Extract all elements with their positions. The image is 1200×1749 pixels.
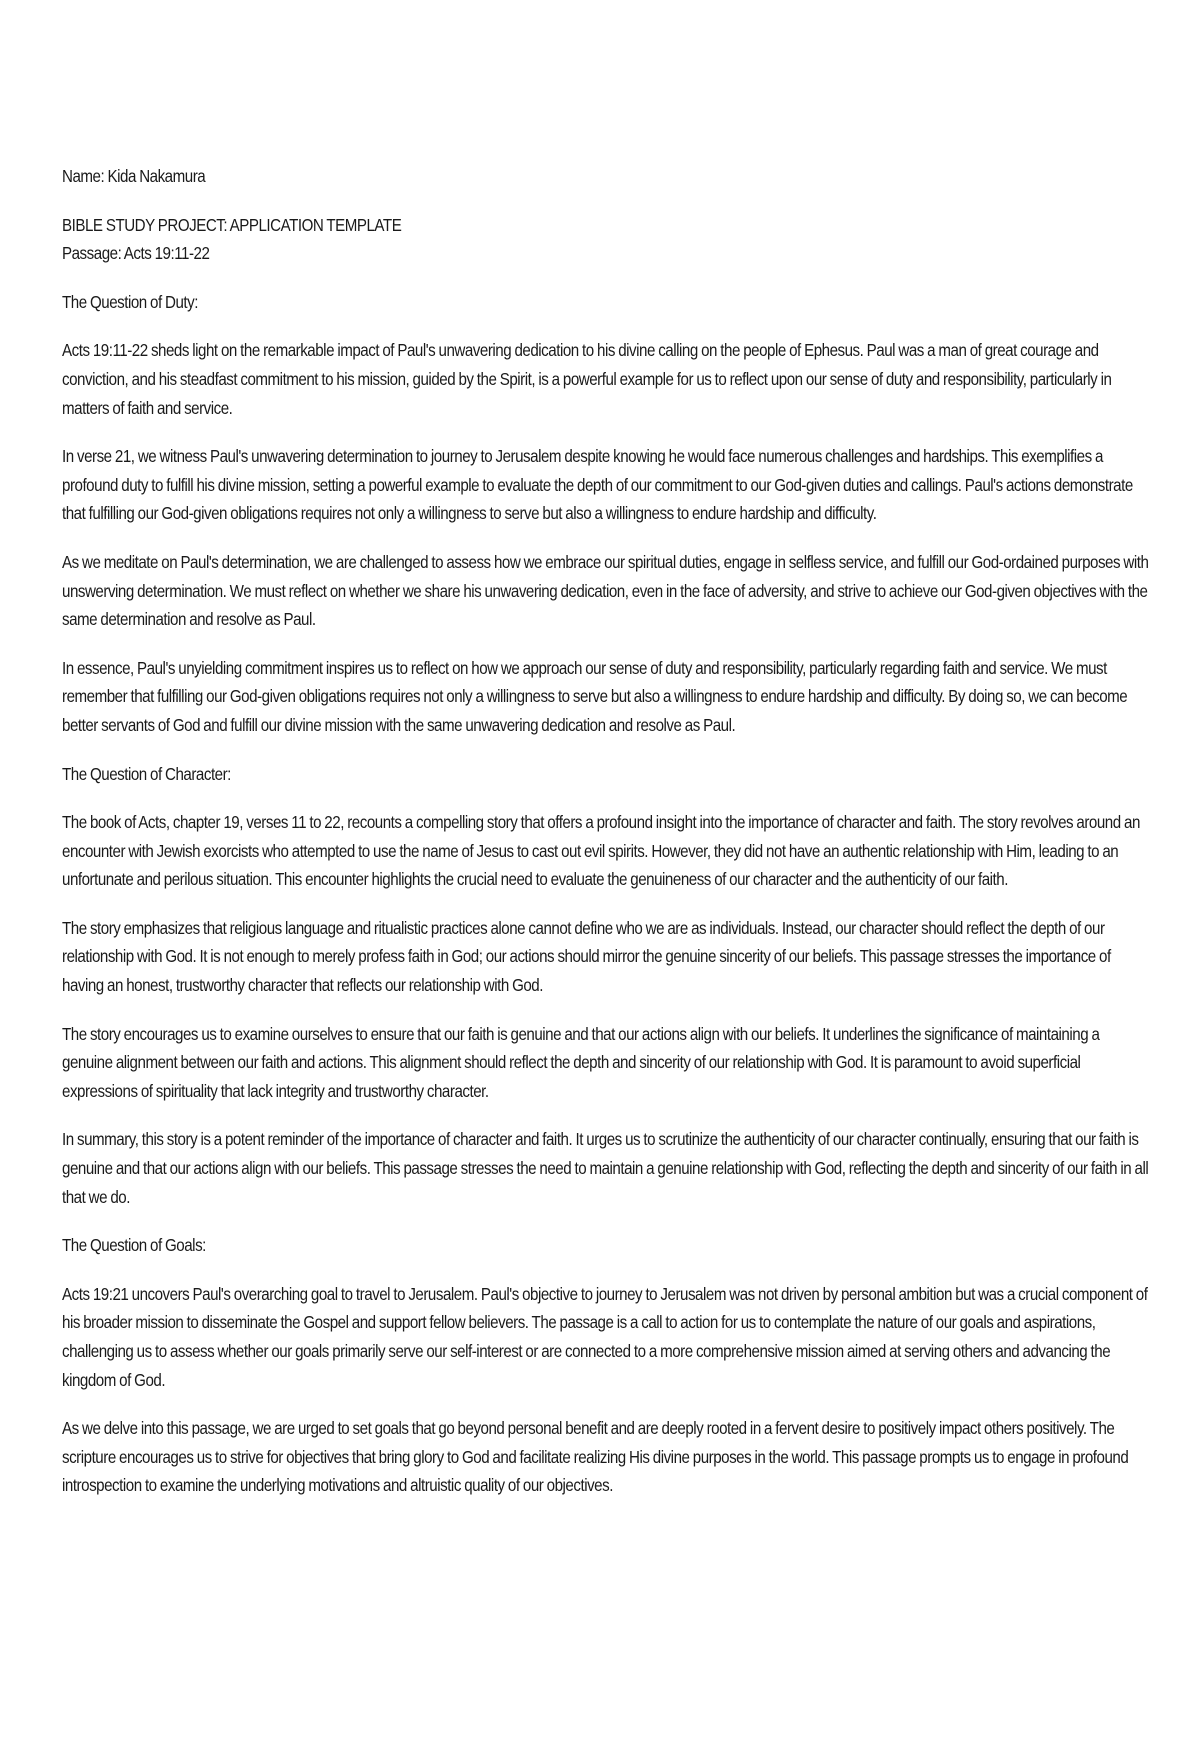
document-page	[62, 162, 1150, 1520]
paragraph: Acts 19:21 uncovers Paul's overarching goal to travel to Jerusalem. Paul's objective to journey to Jerusalem was not driven by personal ambition but was a crucial component of his broader mission to disseminate the Gospel and support fellow believers. The passage is a call to action for us to contemplate the nature of our goals and aspirations, challenging us to assess whether our goals primarily serve our self-interest or are connected to a more comprehensive mission aimed at serving others and advancing the kingdom of God.	[62, 1283, 1148, 1390]
student-name: Name: Kida Nakamura	[62, 166, 206, 186]
section-character	[62, 760, 1150, 1212]
paragraph: As we delve into this passage, we are urged to set goals that go beyond personal benefit and are deeply rooted in a fervent desire to positively impact others positively. The scripture encourages us to strive for objectives that bring glory to God and facilitate realizing His divine purposes in the world. This passage prompts us to engage in profound introspection to examine the underlying motivations and altruistic quality of our objectives.	[62, 1418, 1129, 1496]
passage-reference: Passage: Acts 19:11-22	[62, 243, 210, 264]
section-heading: The Question of Duty:	[62, 291, 198, 312]
section-goals	[62, 1231, 1150, 1500]
paragraph: In summary, this story is a potent reminder of the importance of character and faith. It urges us to scrutinize the authenticity of our character continually, ensuring that our faith is genuine and that our actions align with our beliefs. This passage stresses the need to maintain a genuine relationship with God, reflecting the depth and sincerity of our faith in all that we do.	[62, 1129, 1149, 1207]
paragraph: In verse 21, we witness Paul's unwavering determination to journey to Jerusalem despite knowing he would face numerous challenges and hardships. This exemplifies a profound duty to fulfill his divine mission, setting a powerful example to evaluate the depth of our commitment to our God-given duties and callings. Paul's actions demonstrate that fulfilling our God-given obligations requires not only a willingness to serve but also a willingness to endure hardship and difficulty.	[62, 446, 1133, 524]
section-heading: The Question of Goals:	[62, 1235, 206, 1256]
paragraph: In essence, Paul's unyielding commitment inspires us to reflect on how we approach our sense of duty and responsibility, particularly regarding faith and service. We must remember that fulfilling our God-given obligations requires not only a willingness to serve but also a willingness to endure hardship and difficulty. By doing so, we can become better servants of God and fulfill our divine mission with the same unwavering dedication and resolve as Paul.	[62, 657, 1128, 735]
paragraph: The story encourages us to examine ourselves to ensure that our faith is genuine and that our actions align with our beliefs. It underlines the significance of maintaining a genuine alignment between our faith and actions. This alignment should reflect the depth and sincerity of our relationship with God. It is paramount to avoid superficial expressions of spirituality that lack integrity and trustworthy character.	[62, 1023, 1100, 1101]
paragraph: Acts 19:11-22 sheds light on the remarkable impact of Paul's unwavering dedication to his divine calling on the people of Ephesus. Paul was a man of great courage and conviction, and his steadfast commitment to his mission, guided by the Spirit, is a powerful example for us to reflect upon our sense of duty and responsibility, particularly in matters of faith and service.	[62, 340, 1112, 418]
paragraph: As we meditate on Paul's determination, we are challenged to assess how we embrace our spiritual duties, engage in selfless service, and fulfill our God-ordained purposes with unswerving determination. We must reflect on whether we share his unwavering dedication, even in the face of adversity, and strive to achieve our God-given objectives with the same determination and resolve as Paul.	[62, 551, 1149, 630]
project-header	[62, 211, 1150, 268]
project-title: BIBLE STUDY PROJECT: APPLICATION TEMPLATE	[62, 214, 402, 235]
section-duty	[62, 288, 1150, 740]
paragraph: The story emphasizes that religious language and ritualistic practices alone cannot define who we are as individuals. Instead, our character should reflect the depth of our relationship with God. It is not enough to merely profess faith in God; our actions should mirror the genuine sincerity of our beliefs. This passage stresses the importance of having an honest, trustworthy character that reflects our relationship with God.	[62, 917, 1111, 996]
section-heading: The Question of Character:	[62, 763, 231, 784]
paragraph: The book of Acts, chapter 19, verses 11 to 22, recounts a compelling story that offers a profound insight into the importance of character and faith. The story revolves around an encounter with Jewish exorcists who attempted to use the name of Jesus to cast out evil spirits. However, they did not have an authentic relationship with Him, leading to an unfortunate and perilous situation. This encounter highlights the crucial need to evaluate the genuineness of our character and the authenticity of our faith.	[62, 812, 1140, 890]
